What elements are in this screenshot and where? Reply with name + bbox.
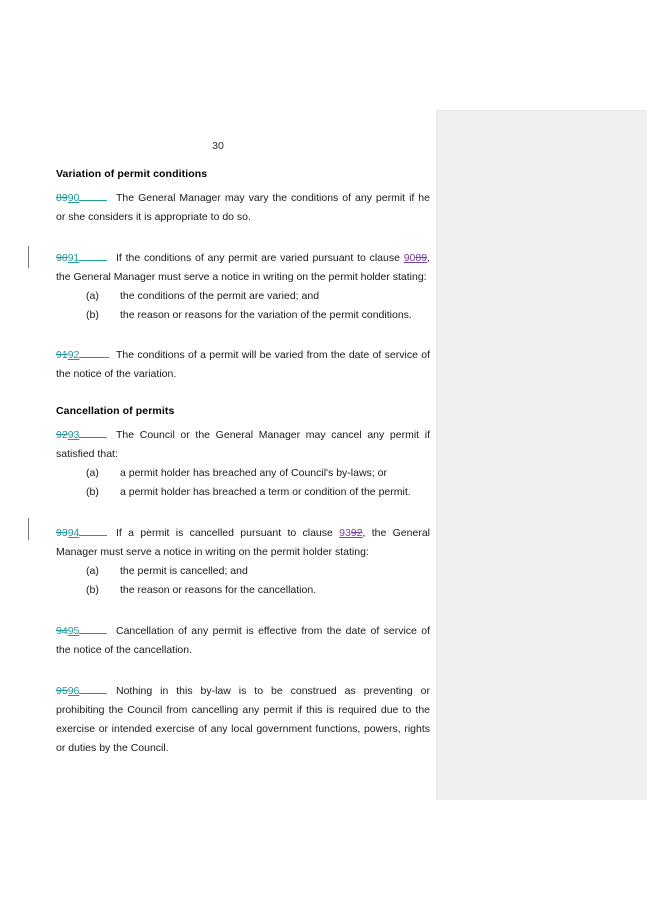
clause-95-body-text: Cancellation of any permit is effective from the date of service of the notice of the cancellation. — [56, 625, 430, 656]
section-heading-cancellation: Cancellation of permits — [56, 405, 175, 417]
clause-90-body-text: The General Manager may vary the conditions of any permit if he or she considers it is appropriate to do so. — [56, 192, 430, 223]
clause-95-number-deleted: 94 — [56, 625, 68, 637]
clause-90-number — [56, 189, 116, 208]
clause-92-number — [56, 346, 116, 365]
clause-94-leader — [79, 525, 107, 536]
page-number: 30 — [212, 140, 224, 152]
clause-94-sub-item-b — [56, 581, 430, 600]
clause-93-sub-text-a: a permit holder has breached any of Council's by-laws; or — [120, 467, 387, 479]
clause-94-reference-deleted: 92 — [350, 527, 363, 539]
clause-96 — [56, 682, 430, 758]
clause-94-reference-inserted: 93 — [339, 527, 351, 539]
clause-93-sub-list — [56, 464, 430, 502]
clause-92-text — [56, 346, 430, 384]
clause-90-leader — [79, 190, 107, 201]
clause-90-number-inserted: 90 — [67, 192, 80, 204]
clause-90-text — [56, 189, 430, 227]
section-heading-variation: Variation of permit conditions — [56, 168, 208, 180]
clause-91-sub-item-a — [56, 287, 430, 306]
clause-91-reference-deleted: 89 — [415, 252, 428, 264]
clause-93-number-deleted: 92 — [56, 429, 68, 441]
clause-96-leader — [79, 683, 107, 694]
clause-93-text — [56, 426, 430, 464]
clause-93-sub-item-a — [56, 464, 430, 483]
clause-92-body-text: The conditions of a permit will be varied from the date of service of the notice of the variation. — [56, 349, 430, 380]
clause-93-number-inserted: 93 — [67, 429, 80, 441]
clause-91 — [56, 249, 430, 325]
clause-91-sub-text-a: the conditions of the permit are varied; and — [120, 290, 320, 302]
clause-94-sub-item-a — [56, 562, 430, 581]
clause-94-number — [56, 524, 116, 543]
markup-comments-pane — [436, 110, 647, 800]
clause-92 — [56, 346, 430, 384]
clause-92-number-deleted: 91 — [56, 349, 68, 361]
clause-91-text-after-ref: , the General Manager must serve a notice in writing on the permit holder stating: — [56, 252, 430, 283]
clause-95-number-inserted: 95 — [67, 625, 80, 637]
clause-94-sub-text-a: the permit is cancelled; and — [120, 565, 248, 577]
clause-91-number-inserted: 91 — [67, 252, 80, 264]
clause-94-text — [56, 524, 430, 562]
clause-91-text-before-ref: If the conditions of any permit are varied pursuant to clause — [116, 252, 404, 264]
clause-91-sub-text-b: the reason or reasons for the variation of the permit conditions. — [120, 309, 412, 321]
clause-91-text — [56, 249, 430, 287]
clause-91-sub-item-b — [56, 306, 430, 325]
clause-96-number-deleted: 95 — [56, 685, 68, 697]
document-body — [56, 168, 430, 773]
clause-90 — [56, 189, 430, 227]
clause-91-leader — [79, 250, 107, 261]
clause-94-number-deleted: 93 — [56, 527, 68, 539]
clause-96-body-text: Nothing in this by-law is to be construed as preventing or prohibiting the Council from cancelling any permit if this is required due to the exercise or intended exercise of any local government functions, powers, rights or duties by the Council. — [56, 685, 430, 754]
clause-94-sub-marker-a: (a) — [86, 565, 99, 577]
clause-96-number-inserted: 96 — [67, 685, 80, 697]
clause-93-leader — [79, 427, 107, 438]
clause-94-sub-list — [56, 562, 430, 600]
clause-91-reference-inserted: 90 — [403, 252, 416, 264]
clause-95 — [56, 622, 430, 660]
clause-91-number — [56, 249, 116, 268]
clause-94-number-inserted: 94 — [67, 527, 80, 539]
clause-94-sub-text-b: the reason or reasons for the cancellation. — [120, 584, 317, 596]
clause-91-sub-list — [56, 287, 430, 325]
clause-93-sub-text-b: a permit holder has breached a term or condition of the permit. — [120, 486, 411, 498]
clause-90-number-deleted: 89 — [56, 192, 68, 204]
clause-93-number — [56, 426, 116, 445]
clause-94-text-before-ref: If a permit is cancelled pursuant to clause — [116, 527, 340, 539]
clause-92-leader — [79, 347, 109, 358]
clause-91-sub-marker-a: (a) — [86, 290, 99, 302]
clause-91-number-deleted: 90 — [56, 252, 68, 264]
clause-96-text — [56, 682, 430, 758]
clause-93-sub-marker-a: (a) — [86, 467, 99, 479]
clause-93 — [56, 426, 430, 502]
clause-92-number-inserted: 92 — [67, 349, 80, 361]
clause-95-text — [56, 622, 430, 660]
clause-94-text-after-ref: , the General Manager must serve a notice in writing on the permit holder stating: — [56, 527, 430, 558]
clause-91-sub-marker-b: (b) — [86, 309, 99, 321]
clause-95-leader — [79, 623, 107, 634]
clause-93-sub-marker-b: (b) — [86, 486, 99, 498]
clause-94 — [56, 524, 430, 600]
clause-93-sub-item-b — [56, 483, 430, 502]
clause-93-body-text: The Council or the General Manager may cancel any permit if satisfied that: — [56, 429, 430, 460]
clause-95-number — [56, 622, 116, 641]
clause-94-sub-marker-b: (b) — [86, 584, 99, 596]
clause-96-number — [56, 682, 116, 701]
